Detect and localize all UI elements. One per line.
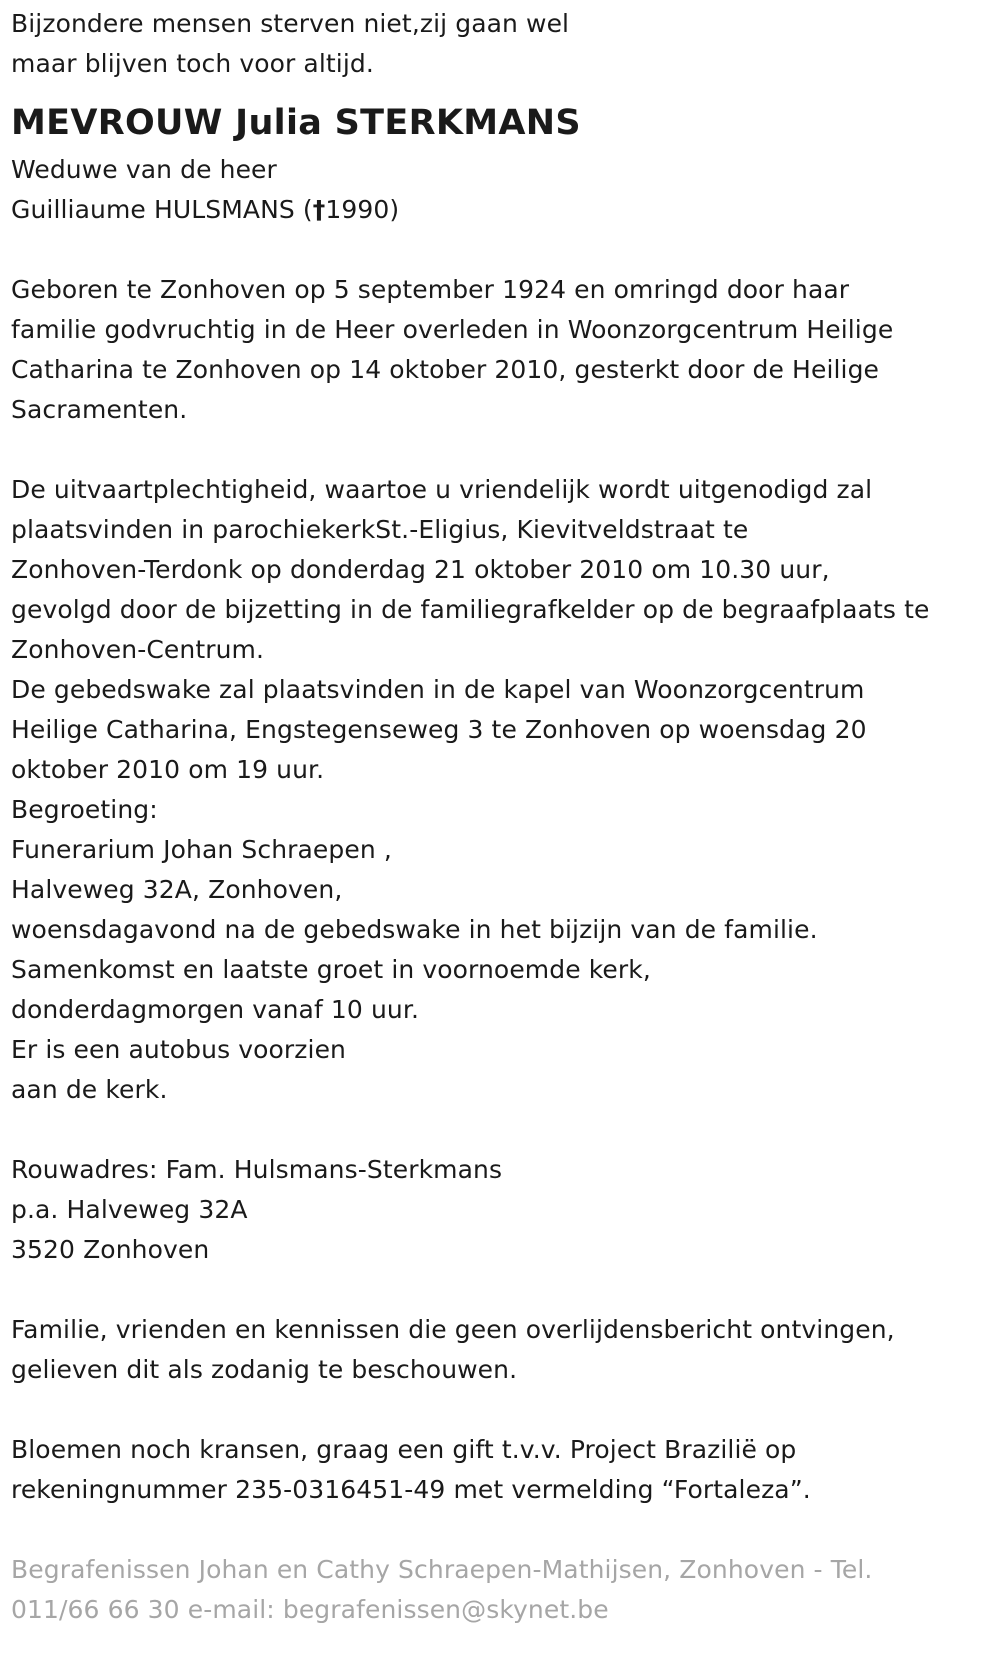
- birth-death-paragraph: [11, 270, 996, 430]
- intro-line: maar blijven toch voor altijd.: [11, 49, 374, 78]
- address-line: p.a. Halveweg 32A: [11, 1195, 248, 1224]
- paragraph-line: gelieven dit als zodanig te beschouwen.: [11, 1355, 518, 1384]
- mourning-address: [11, 1150, 996, 1270]
- obituary-document: [11, 4, 996, 1630]
- spacer: [11, 430, 996, 470]
- spacer: [11, 230, 996, 270]
- paragraph-line: plaatsvinden in parochiekerkSt.-Eligius, Kievitveldstraat te: [11, 515, 749, 544]
- paragraph-line: Samenkomst en laatste groet in voornoemde kerk,: [11, 955, 651, 984]
- paragraph-line: Catharina te Zonhoven op 14 oktober 2010, gesterkt door de Heilige: [11, 355, 880, 384]
- paragraph-line: Halveweg 32A, Zonhoven,: [11, 875, 343, 904]
- address-line: 3520 Zonhoven: [11, 1235, 210, 1264]
- footer-line: Begrafenissen Johan en Cathy Schraepen-Mathijsen, Zonhoven - Tel.: [11, 1555, 873, 1584]
- paragraph-line: familie godvruchtig in de Heer overleden in Woonzorgcentrum Heilige: [11, 315, 894, 344]
- paragraph-line: donderdagmorgen vanaf 10 uur.: [11, 995, 419, 1024]
- ceremony-paragraph: [11, 470, 996, 1110]
- paragraph-line: oktober 2010 om 19 uur.: [11, 755, 325, 784]
- paragraph-line: Familie, vrienden en kennissen die geen overlijdensbericht ontvingen,: [11, 1315, 895, 1344]
- paragraph-line: woensdagavond na de gebedswake in het bijzijn van de familie.: [11, 915, 818, 944]
- spouse-block: [11, 150, 996, 230]
- funeral-home-footer: [11, 1550, 996, 1630]
- spacer: [11, 1110, 996, 1150]
- paragraph-line: Funerarium Johan Schraepen ,: [11, 835, 392, 864]
- spouse-death-year: 1990): [325, 195, 400, 224]
- paragraph-line: Sacramenten.: [11, 395, 188, 424]
- paragraph-line: rekeningnummer 235-0316451-49 met vermelding “Fortaleza”.: [11, 1475, 811, 1504]
- spacer: [11, 1270, 996, 1310]
- paragraph-line: Er is een autobus voorzien: [11, 1035, 346, 1064]
- deceased-name: MEVROUW Julia STERKMANS: [11, 103, 581, 143]
- gifts-paragraph: [11, 1430, 996, 1510]
- spacer: [11, 1510, 996, 1550]
- notice-paragraph: [11, 1310, 996, 1390]
- paragraph-line: Bloemen noch kransen, graag een gift t.v.v. Project Brazilië op: [11, 1435, 797, 1464]
- paragraph-line: gevolgd door de bijzetting in de familiegrafkelder op de begraafplaats te: [11, 595, 930, 624]
- footer-line: 011/66 66 30 e-mail: begrafenissen@skynet.be: [11, 1595, 609, 1624]
- paragraph-line: aan de kerk.: [11, 1075, 168, 1104]
- paragraph-line: Zonhoven-Terdonk op donderdag 21 oktober 2010 om 10.30 uur,: [11, 555, 830, 584]
- intro-line: Bijzondere mensen sterven niet,zij gaan wel: [11, 9, 570, 38]
- intro-verse: [11, 4, 996, 84]
- address-line: Rouwadres: Fam. Hulsmans-Sterkmans: [11, 1155, 503, 1184]
- spouse-name: Guilliaume HULSMANS (: [11, 195, 313, 224]
- spouse-line: [11, 190, 996, 230]
- spacer: [11, 84, 996, 100]
- paragraph-line: De uitvaartplechtigheid, waartoe u vriendelijk wordt uitgenodigd zal: [11, 475, 873, 504]
- widow-line: Weduwe van de heer: [11, 155, 277, 184]
- paragraph-line: Geboren te Zonhoven op 5 september 1924 en omringd door haar: [11, 275, 850, 304]
- paragraph-line: Zonhoven-Centrum.: [11, 635, 265, 664]
- paragraph-line: Begroeting:: [11, 795, 158, 824]
- paragraph-line: Heilige Catharina, Engstegenseweg 3 te Zonhoven op woensdag 20: [11, 715, 867, 744]
- spacer: [11, 1390, 996, 1430]
- cross-icon: †: [312, 195, 326, 224]
- paragraph-line: De gebedswake zal plaatsvinden in de kapel van Woonzorgcentrum: [11, 675, 865, 704]
